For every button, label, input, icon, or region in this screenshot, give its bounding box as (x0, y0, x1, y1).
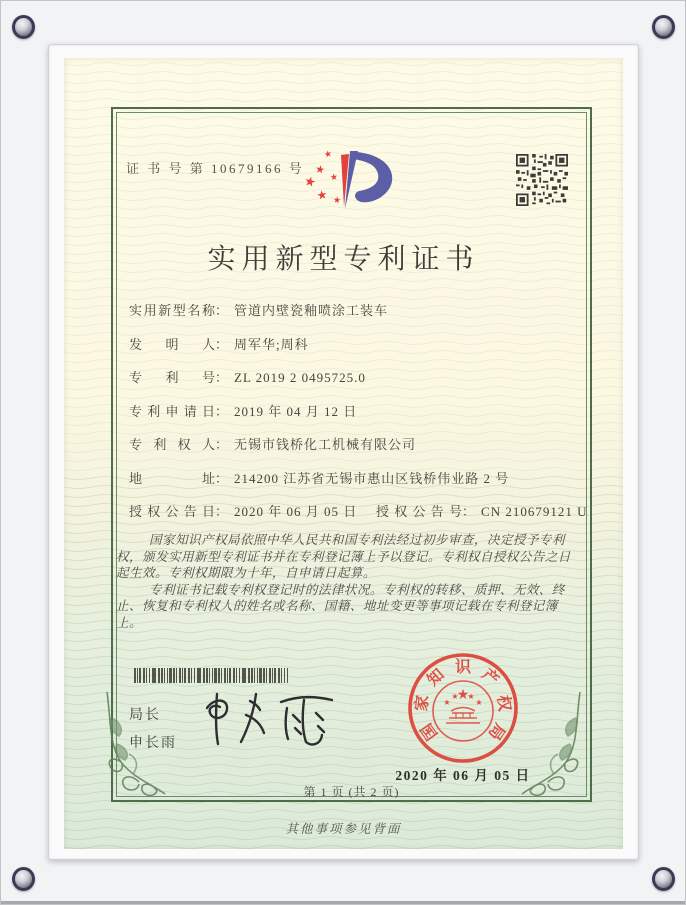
signer-name: 申长雨 (129, 734, 177, 750)
svg-text:★: ★ (456, 688, 470, 703)
svg-text:★: ★ (314, 163, 326, 177)
field-row-patent-no: 专利号： ZL 2019 2 0495725.0 (129, 361, 599, 395)
certificate-title: 实用新型专利证书 (207, 244, 480, 275)
director-signature-icon (201, 688, 351, 750)
frame-screw-icon (652, 867, 675, 891)
seal-date: 2020 年 06 月 05 日 (395, 768, 531, 783)
svg-text:知: 知 (424, 666, 448, 690)
field-list (129, 294, 599, 529)
svg-text:★: ★ (322, 148, 334, 160)
field-value: ZL 2019 2 0495725.0 (234, 370, 366, 385)
seal-emblem-stars (443, 688, 482, 707)
svg-text:产: 产 (478, 666, 502, 690)
svg-text:★: ★ (315, 187, 329, 203)
back-note: 其他事项参见背面 (285, 822, 402, 836)
field-value: 无锡市钱桥化工机械有限公司 (234, 437, 417, 452)
svg-text:★: ★ (329, 171, 339, 183)
field-value: 214200 江苏省无锡市惠山区钱桥伟业路 2 号 (234, 470, 510, 486)
legal-text (116, 532, 580, 632)
page-number: 第 1 页 (共 2 页) (303, 785, 400, 799)
svg-text:国: 国 (418, 719, 442, 743)
svg-text:★: ★ (451, 692, 459, 701)
field-label: 授权公告日 (129, 504, 215, 519)
legal-paragraph: 国家知识产权局依照中华人民共和国专利法经过初步审查，决定授予专利权，颁发实用新型专利证书并在专利登记簿上予以登记。专利权自授权公告之日起生效。专利权期限为十年，自申请日起算。 (116, 533, 571, 581)
svg-text:局: 局 (484, 719, 508, 743)
svg-text:家: 家 (413, 694, 433, 713)
cnipa-logo-icon (297, 145, 397, 219)
field-value: 2020 年 06 月 05 日 (234, 504, 358, 519)
field-row-inventor: 发明人： 周军华;周科 (129, 328, 599, 362)
field-label: 发明人 (129, 336, 215, 352)
svg-text:识: 识 (454, 659, 472, 676)
field-row-grant: 授权公告日： 2020 年 06 月 05 日 授权公告号： CN 210679121 U (129, 495, 599, 529)
signer-title: 局长 (129, 706, 161, 722)
svg-text:★: ★ (467, 692, 475, 701)
legal-paragraph: 专利证书记载专利权登记时的法律状况。专利权的转移、质押、无效、终止、恢复和专利权人的姓名或名称、国籍、地址变更等事项记载在专利登记簿上。 (116, 582, 565, 630)
field-value: CN 210679121 U (481, 504, 588, 519)
svg-text:权: 权 (493, 694, 513, 713)
qr-code-icon (516, 154, 568, 206)
certificate-paper (64, 58, 623, 849)
official-seal-icon (388, 633, 538, 783)
field-row-address: 地址： 214200 江苏省无锡市惠山区钱桥伟业路 2 号 (129, 462, 599, 496)
frame-screw-icon (12, 867, 35, 891)
field-value: 管道内壁瓷釉喷涂工装车 (234, 303, 389, 318)
frame-screw-icon (652, 15, 675, 39)
certificate-number: 证 书 号 第 10679166 号 (126, 161, 305, 176)
field-row-filing-date: 专利申请日： 2019 年 04 月 12 日 (129, 395, 599, 429)
page-bottom-strip (1, 901, 685, 904)
logo-stars (303, 148, 342, 205)
svg-text:★: ★ (302, 172, 318, 191)
field-value: 2019 年 04 月 12 日 (234, 403, 358, 419)
field-label: 专利号 (129, 370, 215, 385)
field-value: 周军华;周科 (234, 336, 309, 352)
svg-text:★: ★ (332, 194, 342, 206)
field-row-name: 实用新型名称： 管道内壁瓷釉喷涂工装车 (129, 294, 599, 328)
certificate-frame (48, 44, 639, 860)
field-label: 专利申请日 (129, 403, 215, 419)
frame-screw-icon (12, 15, 35, 39)
field-label: 授权公告号 (376, 504, 463, 519)
field-label: 地址 (129, 470, 215, 486)
field-label: 实用新型名称 (129, 303, 215, 318)
field-label: 专利权人 (129, 437, 215, 452)
svg-text:★: ★ (475, 698, 483, 707)
svg-text:★: ★ (443, 698, 451, 707)
field-row-patentee: 专利权人： 无锡市钱桥化工机械有限公司 (129, 428, 599, 462)
barcode-icon (134, 668, 288, 683)
